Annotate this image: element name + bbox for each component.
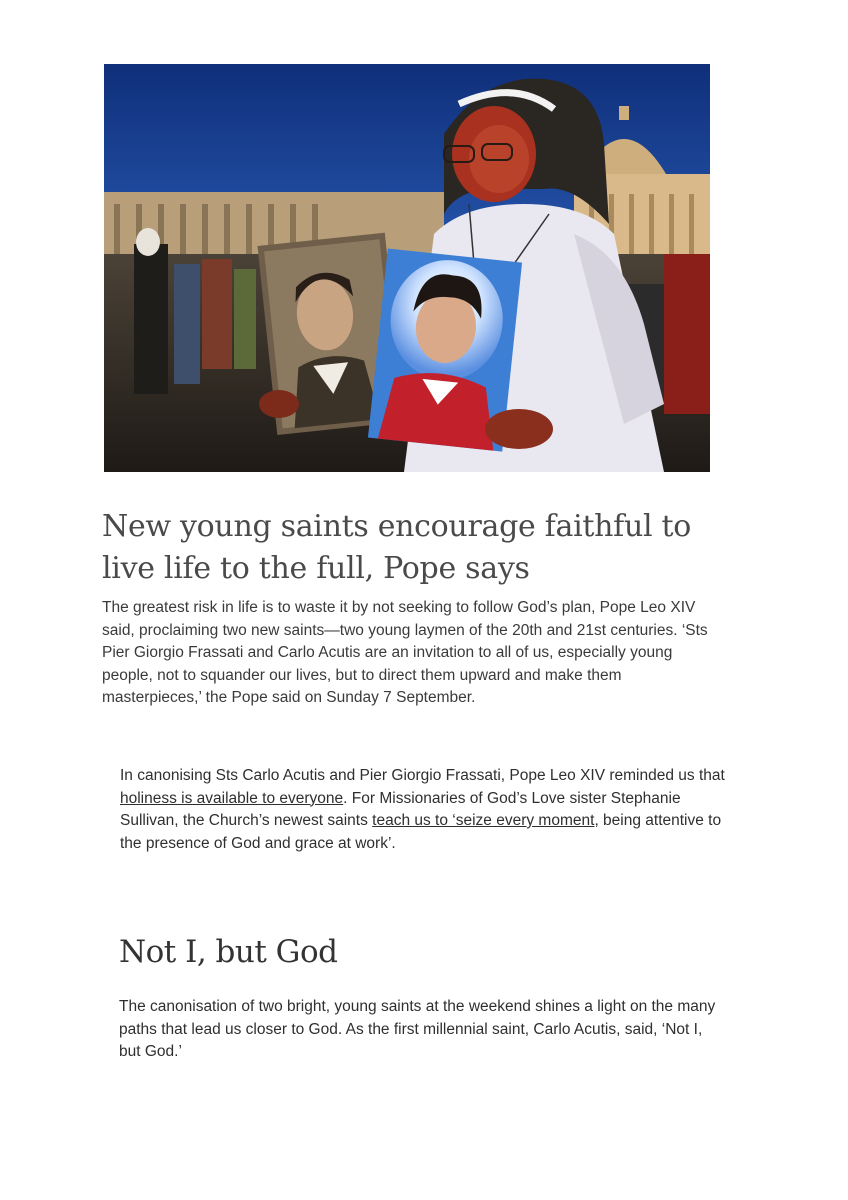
- section-body: The canonisation of two bright, young saints at the weekend shines a light on the many paths that lead us closer to God. As the first millennial saint, Carlo Acutis, said, ‘Not I, but God.’: [119, 998, 716, 1060]
- section-heading: Not I, but God: [119, 934, 338, 970]
- article-headline: New young saints encourage faithful to live life to the full, Pope says: [102, 509, 692, 586]
- quote-text-3: , being attentive to the presence of God and grace at work’.: [120, 812, 722, 852]
- pull-quote: [120, 765, 730, 855]
- hero-photo: [104, 64, 710, 472]
- seize-moment-link[interactable]: teach us to ‘seize every moment: [372, 812, 595, 829]
- holiness-link[interactable]: holiness is available to everyone: [120, 789, 344, 807]
- quote-text-2: . For Missionaries of God’s Love sister Stephanie Sullivan, the Church’s newest saints: [120, 789, 681, 829]
- quote-text-1: In canonising Sts Carlo Acutis and Pier Giorgio Frassati, Pope Leo XIV reminded us that: [120, 767, 725, 784]
- article-lede: The greatest risk in life is to waste it by not seeking to follow God’s plan, Pope Leo XIV said, proclaiming two new saints—two young laymen of the 20th and 21st centuries. ‘Sts Pier Giorgio Frassati and Carlo Acutis are an invitation to all of us, especially young people, not to squander our lives, but to direct them upward and make them masterpieces,’ the Pope said on Sunday 7 September.: [102, 599, 708, 706]
